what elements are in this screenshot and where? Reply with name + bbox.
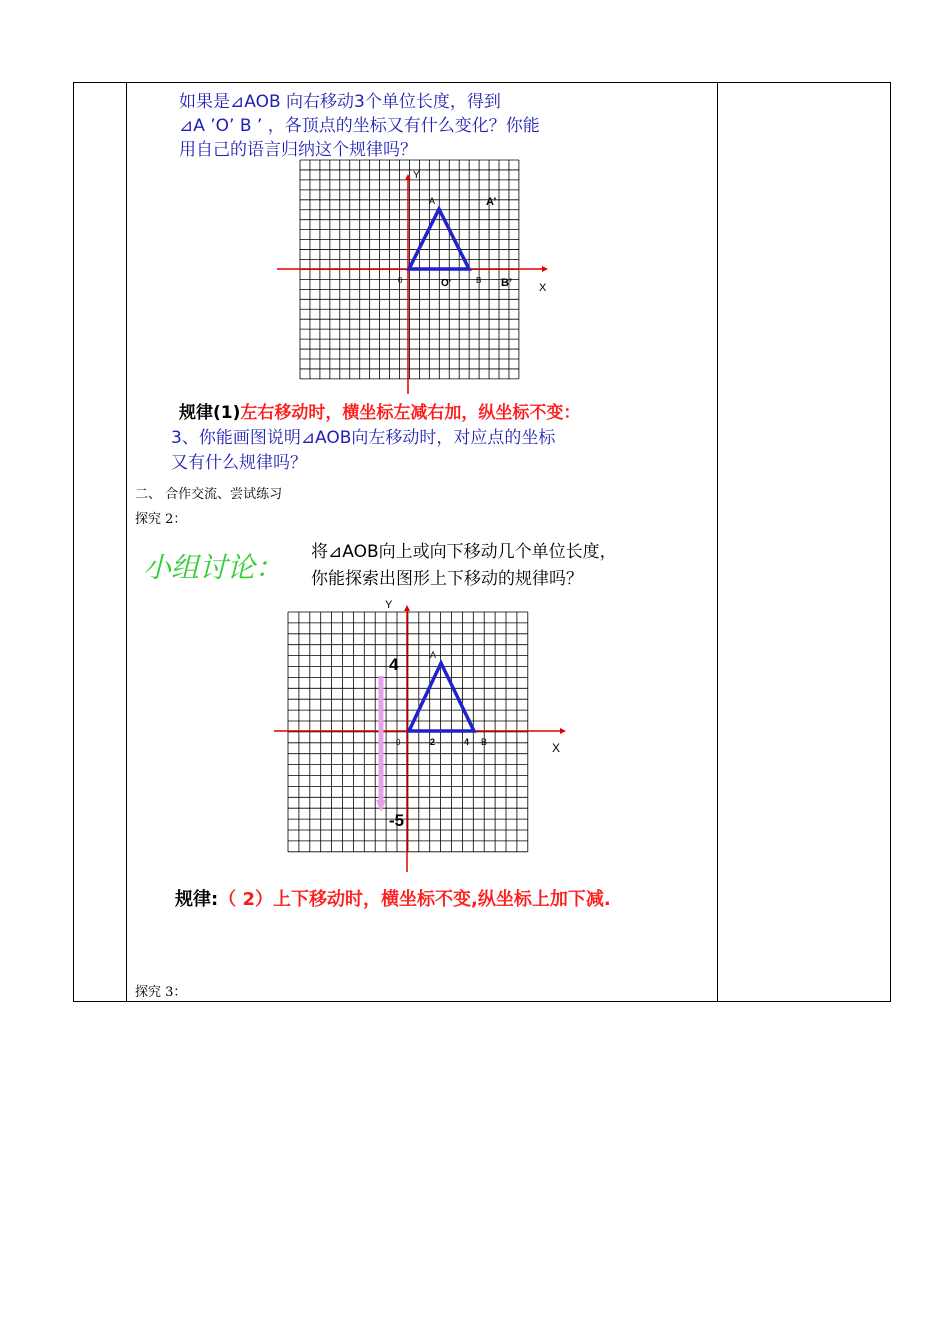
graph2-y-arrow	[404, 605, 410, 611]
rule-2-text: （ 2）上下移动时，横坐标不变,纵坐标上加下减.	[218, 889, 611, 910]
explore-2-heading: 探究 2：	[135, 512, 187, 527]
move-down-arrow-head	[376, 800, 386, 812]
graph2-tick-2: 2	[430, 737, 436, 747]
graph2-vertex-b: B	[481, 737, 488, 747]
rule-1-text: 左右移动时，横坐标左减右加，纵坐标不变：	[240, 403, 581, 423]
graph2-vertex-a: A	[430, 650, 437, 660]
rule-2-prefix: 规律:	[175, 889, 219, 910]
discussion-line-1: 将⊿AOB向上或向下移动几个单位长度，	[311, 542, 617, 562]
graph1-vertex-a: A	[429, 196, 436, 206]
rule-2	[175, 885, 611, 911]
graph2-label-4: 4	[389, 655, 399, 674]
question-3-line-2: 又有什么规律吗？	[171, 453, 307, 473]
graph1-vertex-b: B	[476, 276, 482, 285]
graph2-origin-label: 0	[396, 738, 401, 747]
graph1-vertex-a-prime: A’	[486, 196, 497, 208]
graph1-x-label: X	[539, 282, 547, 294]
question-line-2: ⊿A ’O’ B ’ ，各顶点的坐标又有什么变化？你能	[179, 116, 540, 136]
graph2-x-label: X	[552, 741, 561, 755]
group-discussion-label: 小组讨论：	[143, 551, 284, 584]
graph1-origin-label: 0	[398, 276, 403, 285]
graph2-tick-4: 4	[464, 737, 470, 747]
discussion-line-2: 你能探索出图形上下移动的规律吗？	[311, 569, 583, 589]
graph1-y-label: Y	[413, 170, 420, 181]
section-2-heading: 二、 合作交流、尝试练习	[135, 487, 283, 502]
rule-1-prefix: 规律(1)	[179, 403, 241, 423]
question-line-3: 用自己的语言归纳这个规律吗？	[179, 140, 417, 160]
graph2-label-neg5: -5	[389, 811, 405, 830]
graph2-y-label: Y	[385, 599, 393, 611]
explore-3-heading: 探究 3：	[135, 985, 187, 1000]
graph1-vertex-o-prime: O'	[441, 278, 452, 289]
question-line-1: 如果是⊿AOB 向右移动3个单位长度，得到	[179, 92, 501, 112]
question-3-line-1: 3、你能画图说明⊿AOB向左移动时，对应点的坐标	[171, 428, 556, 448]
graph1-vertex-b-prime: B’	[501, 277, 512, 289]
graph2-x-arrow	[560, 728, 566, 734]
